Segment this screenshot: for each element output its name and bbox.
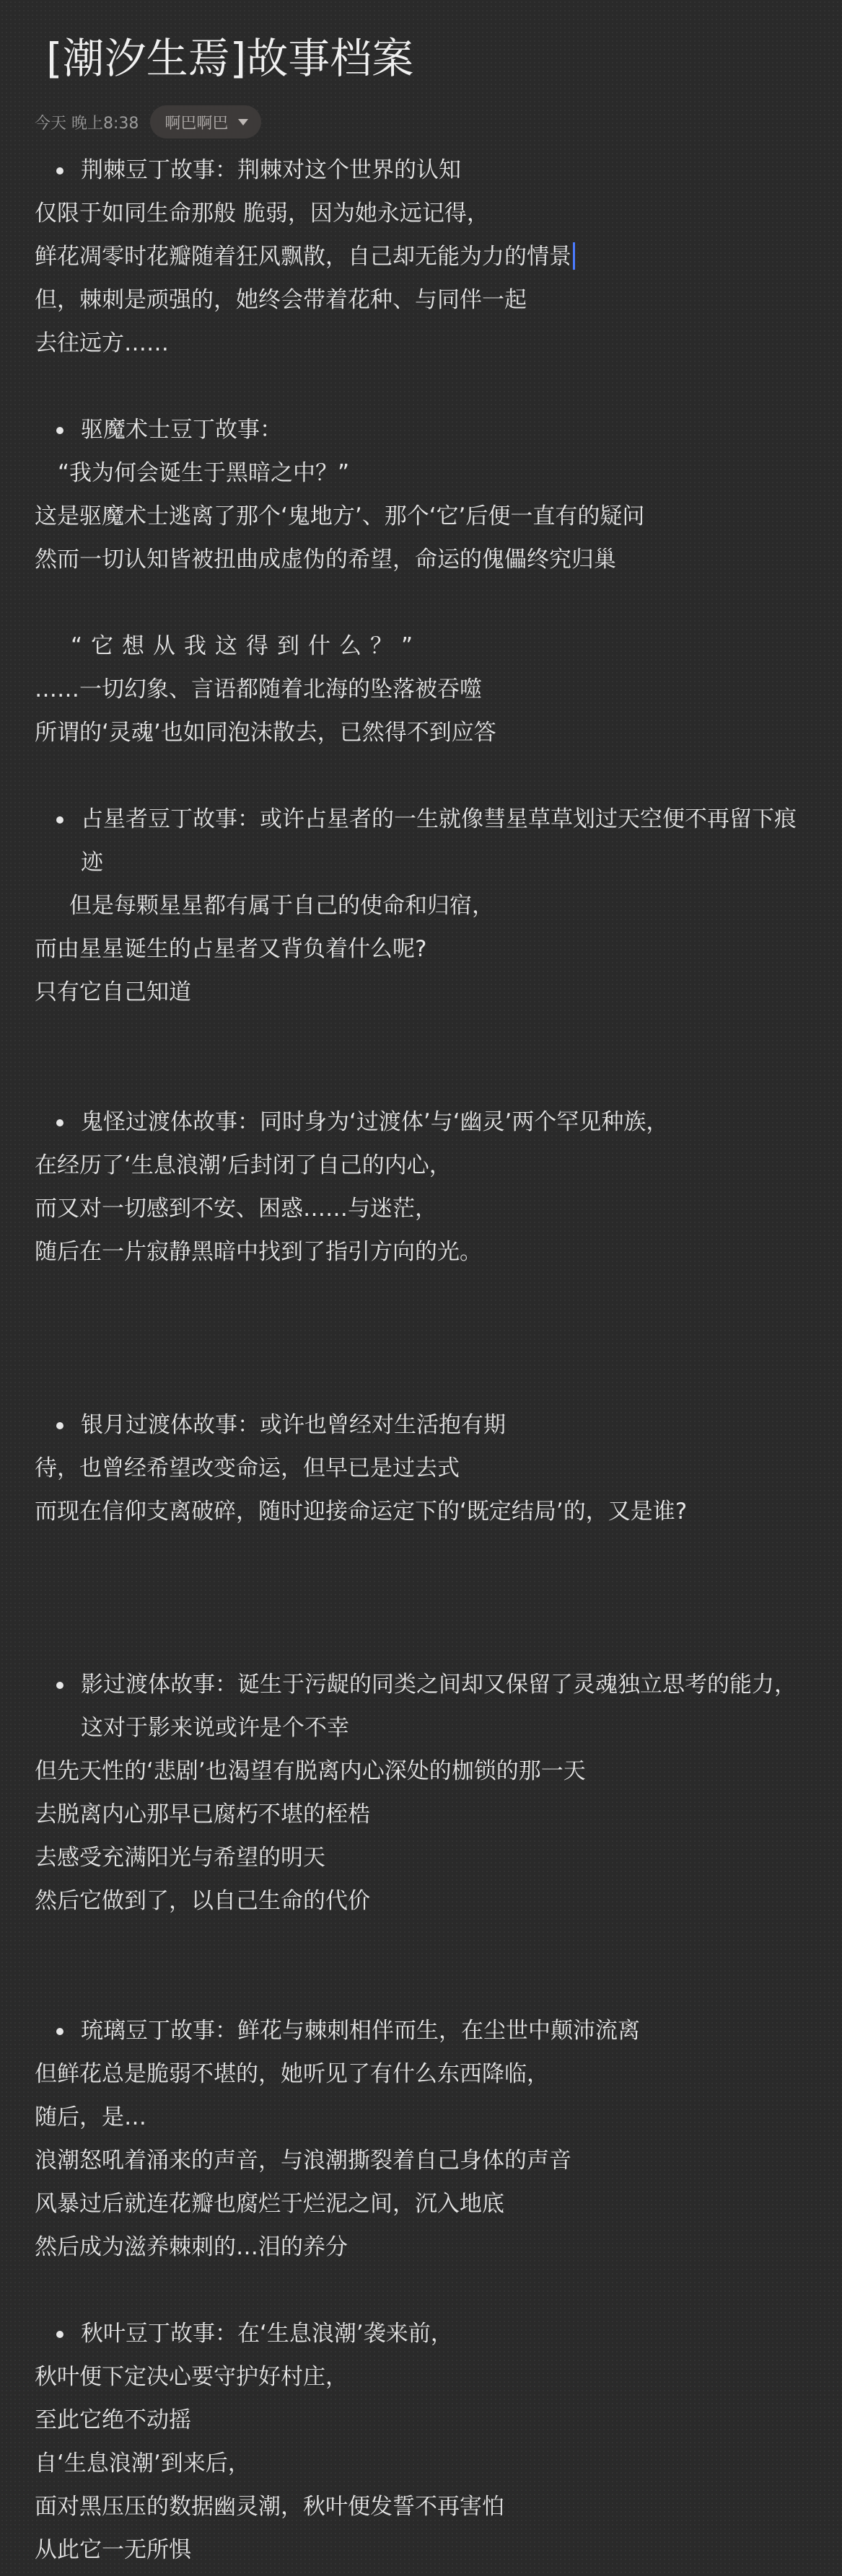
list-item: 荆棘豆丁故事：荆棘对这个世界的认知 — [35, 149, 814, 192]
text-line: 浪潮怒吼着涌来的声音，与浪潮撕裂着自己身体的声音 — [35, 2148, 571, 2174]
empty-line — [35, 1360, 814, 1403]
text-line: 但鲜花总是脆弱不堪的，她听见了有什么东西降临， — [35, 2061, 549, 2087]
text-line: 但先天性的‘悲剧’也渴望有脱离内心深处的枷锁的那一天 — [35, 1758, 586, 1784]
note-body-editor[interactable] — [35, 149, 814, 2572]
empty-line — [35, 2269, 814, 2312]
text-line: 然而一切认知皆被扭曲成虚伪的希望，命运的傀儡终究归巢 — [35, 547, 616, 573]
text-line: 自‘生息浪潮’到来后， — [35, 2451, 250, 2476]
note-title[interactable]: [潮汐生焉]故事档案 — [46, 34, 414, 83]
empty-line — [35, 1274, 814, 1317]
empty-line — [35, 1057, 814, 1100]
text-line: 但是每颗星星都有属于自己的使命和归宿， — [69, 893, 494, 919]
text-line: 而又对一切感到不安、困惑……与迷茫， — [35, 1196, 437, 1222]
empty-line — [35, 365, 814, 408]
note-timestamp: 今天 晚上8:38 — [35, 114, 139, 133]
text-line: “它想从我这得到什么？” — [71, 633, 422, 659]
text-line: 所谓的‘灵魂’也如同泡沫散去，已然得不到应答 — [35, 720, 496, 746]
text-line: 这是驱魔术士逃离了那个‘鬼地方’、那个‘它’后便一直有的疑问 — [35, 503, 645, 529]
text-line: 去往远方…… — [35, 330, 169, 356]
list-item: 驱魔术士豆丁故事： — [35, 408, 814, 451]
empty-line — [35, 1923, 814, 1966]
folder-selector[interactable] — [150, 105, 261, 138]
text-line: 但，棘刺是顽强的，她终会带着花种、与同伴一起 — [35, 287, 527, 313]
text-line: 随后，是… — [35, 2104, 146, 2130]
empty-line — [35, 1966, 814, 2009]
list-item: 琉璃豆丁故事：鲜花与棘刺相伴而生，在尘世中颠沛流离 — [35, 2009, 814, 2052]
empty-line — [35, 581, 814, 625]
empty-line — [35, 1533, 814, 1576]
text-line: 去感受充满阳光与希望的明天 — [35, 1845, 325, 1871]
list-item: 影过渡体故事：诞生于污龊的同类之间却又保留了灵魂独立思考的能力，这对于影来说或许是个不幸 — [35, 1663, 814, 1750]
text-line: 至此它绝不动摇 — [35, 2407, 191, 2433]
empty-line — [35, 1620, 814, 1663]
text-line: 随后在一片寂静黑暗中找到了指引方向的光。 — [35, 1239, 482, 1265]
text-line: 面对黑压压的数据幽灵潮，秋叶便发誓不再害怕 — [35, 2494, 504, 2520]
text-line — [35, 235, 814, 278]
empty-line — [35, 1014, 814, 1057]
list-item: 占星者豆丁故事：或许占星者的一生就像彗星草草划过天空便不再留下痕迹 — [35, 798, 814, 884]
text-line: 风暴过后就连花瓣也腐烂于烂泥之间，沉入地底 — [35, 2191, 504, 2217]
text-line: 从此它一无所惧 — [35, 2537, 191, 2563]
text-line: 在经历了‘生息浪潮’后封闭了自己的内心， — [35, 1152, 452, 1178]
text-line: 而现在信仰支离破碎，随时迎接命运定下的‘既定结局’的，又是谁? — [35, 1499, 688, 1525]
text-line: ……一切幻象、言语都随着北海的坠落被吞噬 — [35, 676, 482, 702]
text-cursor — [573, 242, 575, 270]
text-line: 待，也曾经希望改变命运，但早已是过去式 — [35, 1455, 460, 1481]
list-item: 鬼怪过渡体故事：同时身为‘过渡体’与‘幽灵’两个罕见种族， — [35, 1100, 814, 1144]
note-meta — [35, 105, 261, 138]
text-line: “我为何会诞生于黑暗之中？” — [58, 460, 350, 486]
chevron-down-icon — [238, 119, 248, 125]
text-line: 然后成为滋养棘刺的…泪的养分 — [35, 2234, 348, 2260]
text-segment: 鲜花凋零时花瓣随着狂风飘散，自己却无能为力的情景 — [35, 244, 571, 270]
text-line: 然后它做到了，以自己生命的代价 — [35, 1888, 370, 1914]
text-line: 而由星星诞生的占星者又背负着什么呢? — [35, 936, 427, 962]
text-line: 只有它自己知道 — [35, 979, 191, 1005]
list-item: 秋叶豆丁故事：在‘生息浪潮’袭来前， — [35, 2312, 814, 2355]
text-line: 仅限于如同生命那般 脆弱，因为她永远记得， — [35, 200, 489, 226]
text-line: 去脱离内心那早已腐朽不堪的桎梏 — [35, 1801, 370, 1827]
list-item: 银月过渡体故事：或许也曾经对生活抱有期 — [35, 1403, 814, 1447]
folder-name: 啊巴啊巴 — [165, 114, 229, 133]
empty-line — [35, 1317, 814, 1360]
text-line: 秋叶便下定决心要守护好村庄， — [35, 2364, 348, 2390]
empty-line — [35, 754, 814, 798]
empty-line — [35, 1576, 814, 1620]
